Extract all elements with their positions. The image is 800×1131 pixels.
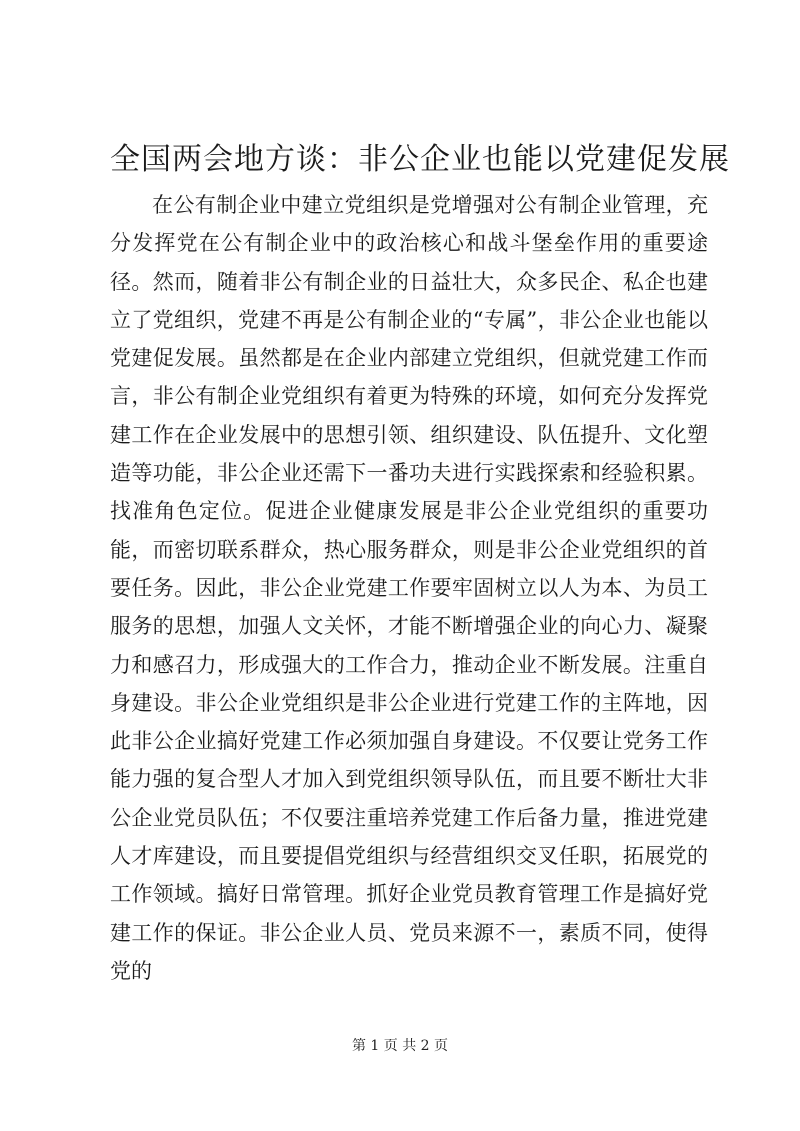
document-title: 全国两会地方谈：非公企业也能以党建促发展 — [110, 142, 730, 177]
document-body-paragraph: 在公有制企业中建立党组织是党增强对公有制企业管理，充分发挥党在公有制企业中的政治核心和战斗堡垒作用的重要途径。然而，随着非公有制企业的日益壮大，众多民企、私企也建立了党组织，党建不再是公有制企业的“专属”，非公企业也能以党建促发展。虽然都是在企业内部建立党组织，但就党建工作而言，非公有制企业党组织有着更为特殊的环境，如何充分发挥党建工作在企业发展中的思想引领、组织建设、队伍提升、文化塑造等功能，非公企业还需下一番功夫进行实践探索和经验积累。找准角色定位。促进企业健康发展是非公企业党组织的重要功能，而密切联系群众，热心服务群众，则是非公企业党组织的首要任务。因此，非公企业党建工作要牢固树立以人为本、为员工服务的思想，加强人文关怀，才能不断增强企业的向心力、凝聚力和感召力，形成强大的工作合力，推动企业不断发展。注重自身建设。非公企业党组织是非公企业进行党建工作的主阵地，因此非公企业搞好党建工作必须加强自身建设。不仅要让党务工作能力强的复合型人才加入到党组织领导队伍，而且要不断壮大非公企业党员队伍；不仅要注重培养党建工作后备力量，推进党建人才库建设，而且要提倡党组织与经营组织交叉任职，拓展党的工作领域。搞好日常管理。抓好企业党员教育管理工作是搞好党建工作的保证。非公企业人员、党员来源不一，素质不同，使得党的 — [110, 193, 708, 983]
page-number-footer: 第 1 页 共 2 页 — [351, 1038, 449, 1054]
